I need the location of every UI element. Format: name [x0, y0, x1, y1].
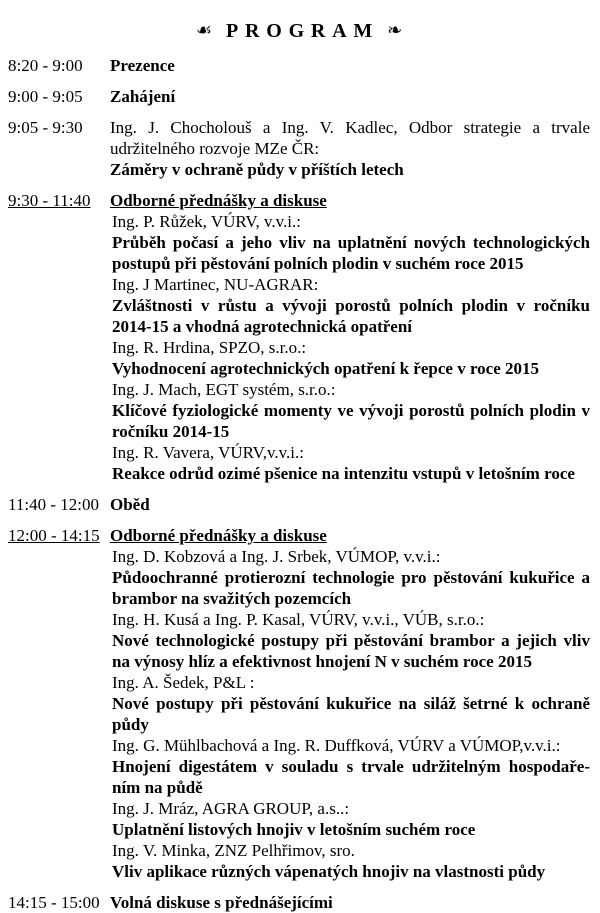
time-range: 8:20 - 9:00 [8, 56, 83, 75]
session-row [8, 190, 590, 484]
speaker-line: Ing. V. Minka, ZNZ Pelhřimov, sro. [112, 841, 355, 860]
time-range: 12:00 - 14:15 [8, 526, 100, 545]
time-range: 9:30 - 11:40 [8, 191, 91, 210]
row-content [110, 494, 590, 515]
speaker-line: Ing. J Martinec, NU-AGRAR: [112, 275, 319, 294]
fleuron-left-icon: ☙ [195, 20, 212, 41]
session-label: Odborné přednášky a diskuse [110, 191, 327, 210]
row-content [110, 117, 590, 180]
speaker-line: Ing. P. Růžek, VÚRV, v.v.i.: [112, 212, 301, 231]
schedule-row [8, 55, 590, 76]
talk-title: Půdoochranné protierozní technologie pro pěstování kukuřice a brambor na svažitých pozemcích [112, 568, 590, 608]
session-items [112, 211, 590, 484]
talk-title: Průběh počasí a jeho vliv na uplatnění nových technologických postupů při pěstování polních plodin v suchém roce 2015 [112, 233, 590, 273]
row-content [110, 55, 590, 76]
speaker-line: Ing. R. Vavera, VÚRV,v.v.i.: [112, 443, 304, 462]
schedule-row [8, 892, 590, 913]
row-content [110, 892, 590, 913]
time-range: 11:40 - 12:00 [8, 495, 99, 514]
schedule-row [8, 86, 590, 107]
talk-title: Reakce odrůd ozimé pšenice na intenzitu vstupů v letošním roce [112, 464, 575, 483]
talk-title: Záměry v ochraně půdy v příštích letech [110, 160, 404, 179]
time-range: 14:15 - 15:00 [8, 893, 100, 912]
time-range: 9:05 - 9:30 [8, 118, 83, 137]
event-label: Volná diskuse s přednášejícími [110, 893, 333, 912]
speaker-line: Ing. R. Hrdina, SPZO, s.r.o.: [112, 338, 307, 357]
talk-title: Nové technologické postupy při pěstování brambor a jejich vliv na výnosy hlíz a efektivnost hnojení N v suchém roce 2015 [112, 631, 590, 671]
speaker-line: Ing. G. Mühlbachová a Ing. R. Duffková, VÚRV a VÚMOP,v.v.i.: [112, 736, 561, 755]
row-content [110, 190, 590, 484]
speaker-line: Ing. D. Kobzová a Ing. J. Srbek, VÚMOP, v.v.i.: [112, 547, 441, 566]
event-label: Oběd [110, 495, 150, 514]
talk-title: Klíčové fyziologické momenty ve vývoji porostů polních plodin v ročníku 2014-15 [112, 401, 590, 441]
talk-title: Hnojení digestátem v souladu s trvale udržitelným hospodaře-ním na půdě [112, 757, 590, 797]
speaker-line: Ing. J. Mach, EGT systém, s.r.o.: [112, 380, 336, 399]
schedule-row [8, 494, 590, 515]
talk-title: Nové postupy při pěstování kukuřice na siláž šetrné k ochraně půdy [112, 694, 590, 734]
page-title [8, 20, 590, 43]
session-row [8, 525, 590, 882]
schedule-row [8, 117, 590, 180]
talk-title: Vyhodnocení agrotechnických opatření k řepce v roce 2015 [112, 359, 540, 378]
speaker-line: Ing. J. Mráz, AGRA GROUP, a.s..: [112, 799, 350, 818]
talk-title: Zvláštnosti v růstu a vývoji porostů polních plodin v ročníku 2014-15 a vhodná agrotechnická opatření [112, 296, 590, 336]
page-title-text: PROGRAM [225, 20, 380, 42]
talk-title: Uplatnění listových hnojiv v letošním suchém roce [112, 820, 476, 839]
fleuron-right-icon: ❧ [387, 20, 403, 41]
row-content [110, 525, 590, 882]
time-range: 9:00 - 9:05 [8, 87, 83, 106]
session-label: Odborné přednášky a diskuse [110, 526, 327, 545]
row-content [110, 86, 590, 107]
speaker-line: Ing. A. Šedek, P&L : [112, 673, 255, 692]
event-label: Zahájení [110, 87, 176, 106]
speaker-line: Ing. J. Chocholouš a Ing. V. Kadlec, Odbor strategie a trvale udržitelného rozvoje MZe ČR: [110, 118, 590, 158]
speaker-line: Ing. H. Kusá a Ing. P. Kasal, VÚRV, v.v.i., VÚB, s.r.o.: [112, 610, 485, 629]
event-label: Prezence [110, 56, 175, 75]
session-items [112, 546, 590, 882]
talk-title: Vliv aplikace různých vápenatých hnojiv na vlastnosti půdy [112, 862, 546, 881]
